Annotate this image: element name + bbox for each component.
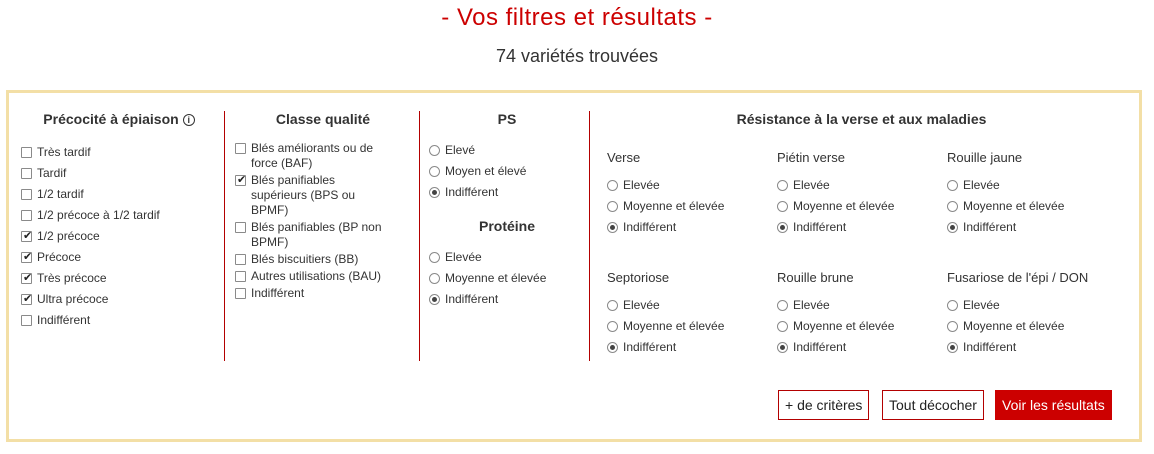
radio[interactable] — [607, 180, 618, 191]
precocite-title — [19, 111, 219, 127]
option-label: Moyenne et élevée — [793, 199, 895, 213]
option-label: Indifférent — [793, 220, 847, 234]
radio[interactable] — [429, 187, 440, 198]
classe-option[interactable] — [235, 252, 413, 267]
option-label: Elevée — [963, 298, 1000, 312]
classe-option[interactable] — [235, 173, 413, 218]
option-label: Blés panifiables supérieurs (BPS ou BPMF) — [251, 173, 356, 217]
option-label: Indifférent — [251, 286, 305, 300]
group-title: Fusariose de l'épi / DON — [947, 270, 1089, 285]
option-label: Elevée — [623, 178, 660, 192]
precocite-option[interactable] — [21, 229, 219, 244]
ps-title: PS — [497, 111, 517, 127]
group-title: Septoriose — [607, 270, 670, 285]
resistance-option[interactable] — [607, 340, 772, 355]
ps-option[interactable] — [429, 164, 587, 179]
option-label: Elevée — [445, 250, 482, 264]
classe-option[interactable] — [235, 141, 413, 171]
precocite-option[interactable] — [21, 292, 219, 307]
option-label: Elevée — [623, 298, 660, 312]
option-label: Indifférent — [37, 313, 91, 327]
checkbox[interactable] — [21, 315, 32, 326]
radio[interactable] — [429, 166, 440, 177]
results-count: 74 variétés trouvées — [495, 46, 659, 66]
option-label: Très tardif — [37, 145, 91, 159]
radio[interactable] — [607, 222, 618, 233]
see-results-button[interactable]: Voir les résultats — [995, 390, 1112, 420]
resistance-group-pietin — [777, 150, 942, 241]
precocite-option[interactable] — [21, 187, 219, 202]
option-label: 1/2 tardif — [37, 187, 84, 201]
classe-option[interactable] — [235, 220, 413, 250]
more-criteria-button[interactable]: + de critères — [778, 390, 869, 420]
radio[interactable] — [607, 342, 618, 353]
checkbox[interactable] — [21, 210, 32, 221]
group-title: Piétin verse — [777, 150, 845, 165]
radio[interactable] — [947, 300, 958, 311]
radio[interactable] — [607, 201, 618, 212]
radio[interactable] — [429, 252, 440, 263]
option-label: Autres utilisations (BAU) — [251, 269, 382, 283]
option-label: Indifférent — [963, 340, 1017, 354]
resistance-group-septoriose — [607, 270, 772, 361]
proteine-options — [427, 250, 587, 307]
checkbox[interactable] — [21, 168, 32, 179]
group-title: Rouille jaune — [947, 150, 1023, 165]
classe-option[interactable] — [235, 269, 413, 284]
column-separator — [589, 111, 590, 361]
classe-title: Classe qualité — [275, 111, 371, 127]
precocite-option[interactable] — [21, 313, 219, 328]
ps-option[interactable] — [429, 185, 587, 200]
radio[interactable] — [947, 342, 958, 353]
checkbox[interactable] — [21, 147, 32, 158]
radio[interactable] — [777, 222, 788, 233]
radio[interactable] — [947, 201, 958, 212]
uncheck-all-button[interactable]: Tout décocher — [882, 390, 984, 420]
option-label: Moyenne et élevée — [963, 319, 1065, 333]
option-label: Blés panifiables (BP non BPMF) — [251, 220, 382, 249]
resistance-option[interactable] — [777, 220, 942, 235]
precocite-options — [19, 145, 219, 328]
resistance-option[interactable] — [947, 199, 1127, 214]
precocite-option[interactable] — [21, 208, 219, 223]
resistance-title: Résistance à la verse et aux maladies — [736, 111, 987, 127]
radio[interactable] — [777, 300, 788, 311]
group-title: Rouille brune — [777, 270, 854, 285]
option-label: Tardif — [37, 166, 67, 180]
option-label: Elevée — [793, 298, 830, 312]
radio[interactable] — [429, 294, 440, 305]
checkbox[interactable] — [21, 294, 32, 305]
radio[interactable] — [777, 321, 788, 332]
precocite-option[interactable] — [21, 145, 219, 160]
resistance-group-verse — [607, 150, 772, 241]
checkbox[interactable] — [21, 252, 32, 263]
radio[interactable] — [429, 145, 440, 156]
radio[interactable] — [947, 222, 958, 233]
option-label: Elevé — [445, 143, 476, 157]
option-label: Très précoce — [37, 271, 107, 285]
resistance-option[interactable] — [607, 220, 772, 235]
checkbox[interactable] — [21, 189, 32, 200]
precocite-option[interactable] — [21, 250, 219, 265]
checkbox[interactable] — [235, 288, 246, 299]
option-label: Ultra précoce — [37, 292, 109, 306]
resistance-group-rouille-brune — [777, 270, 942, 361]
option-label: Indifférent — [445, 185, 499, 199]
radio[interactable] — [947, 321, 958, 332]
checkbox[interactable] — [21, 273, 32, 284]
precocite-option[interactable] — [21, 166, 219, 181]
ps-option[interactable] — [429, 143, 587, 158]
proteine-option[interactable] — [429, 292, 587, 307]
radio[interactable] — [947, 180, 958, 191]
resistance-option[interactable] — [777, 319, 942, 334]
page-title: - Vos filtres et résultats - — [441, 4, 713, 31]
proteine-title: Protéine — [478, 218, 535, 234]
option-label: Blés biscuitiers (BB) — [251, 252, 359, 266]
resistance-option[interactable] — [777, 298, 942, 313]
precocite-column — [19, 111, 219, 361]
option-label: Moyenne et élevée — [445, 271, 547, 285]
radio[interactable] — [777, 180, 788, 191]
resistance-option[interactable] — [607, 178, 772, 193]
resistance-group-fusariose — [947, 270, 1127, 361]
checkbox[interactable] — [235, 175, 246, 186]
resistance-option[interactable] — [777, 340, 942, 355]
checkbox[interactable] — [235, 254, 246, 265]
option-label: Elevée — [963, 178, 1000, 192]
option-label: Indifférent — [963, 220, 1017, 234]
radio[interactable] — [777, 201, 788, 212]
radio[interactable] — [777, 342, 788, 353]
option-label: Blés améliorants ou de force (BAF) — [251, 141, 374, 170]
proteine-option[interactable] — [429, 250, 587, 265]
checkbox[interactable] — [235, 222, 246, 233]
option-label: Moyenne et élevée — [623, 319, 725, 333]
resistance-option[interactable] — [947, 340, 1127, 355]
resistance-option[interactable] — [607, 199, 772, 214]
resistance-option[interactable] — [607, 319, 772, 334]
ps-options — [427, 143, 587, 200]
classe-option[interactable] — [235, 286, 413, 301]
option-label: Précoce — [37, 250, 82, 264]
option-label: Indifférent — [623, 340, 677, 354]
ps-column — [427, 111, 587, 361]
option-label: Moyenne et élevée — [963, 199, 1065, 213]
column-separator — [224, 111, 225, 361]
checkbox[interactable] — [235, 143, 246, 154]
resistance-option[interactable] — [777, 178, 942, 193]
resistance-option[interactable] — [777, 199, 942, 214]
option-label: Indifférent — [445, 292, 499, 306]
proteine-option[interactable] — [429, 271, 587, 286]
resistance-option[interactable] — [947, 178, 1127, 193]
classe-options — [233, 141, 413, 301]
option-label: Moyenne et élevée — [623, 199, 725, 213]
checkbox[interactable] — [21, 231, 32, 242]
resistance-group-rouille-jaune — [947, 150, 1127, 241]
radio[interactable] — [429, 273, 440, 284]
precocite-option[interactable] — [21, 271, 219, 286]
option-label: 1/2 précoce à 1/2 tardif — [37, 208, 160, 222]
option-label: 1/2 précoce — [37, 229, 100, 243]
column-separator — [419, 111, 420, 361]
checkbox[interactable] — [235, 271, 246, 282]
filters-panel — [6, 90, 1142, 442]
classe-column — [233, 111, 413, 361]
option-label: Indifférent — [623, 220, 677, 234]
resistance-option[interactable] — [947, 298, 1127, 313]
option-label: Moyenne et élevée — [793, 319, 895, 333]
precocite-title-text: Précocité à épiaison — [43, 111, 179, 127]
option-label: Elevée — [793, 178, 830, 192]
radio[interactable] — [607, 321, 618, 332]
resistance-option[interactable] — [947, 220, 1127, 235]
group-title: Verse — [607, 150, 641, 165]
radio[interactable] — [607, 300, 618, 311]
info-icon[interactable]: i — [183, 114, 195, 126]
option-label: Moyen et élevé — [445, 164, 527, 178]
resistance-option[interactable] — [947, 319, 1127, 334]
resistance-option[interactable] — [607, 298, 772, 313]
option-label: Indifférent — [793, 340, 847, 354]
